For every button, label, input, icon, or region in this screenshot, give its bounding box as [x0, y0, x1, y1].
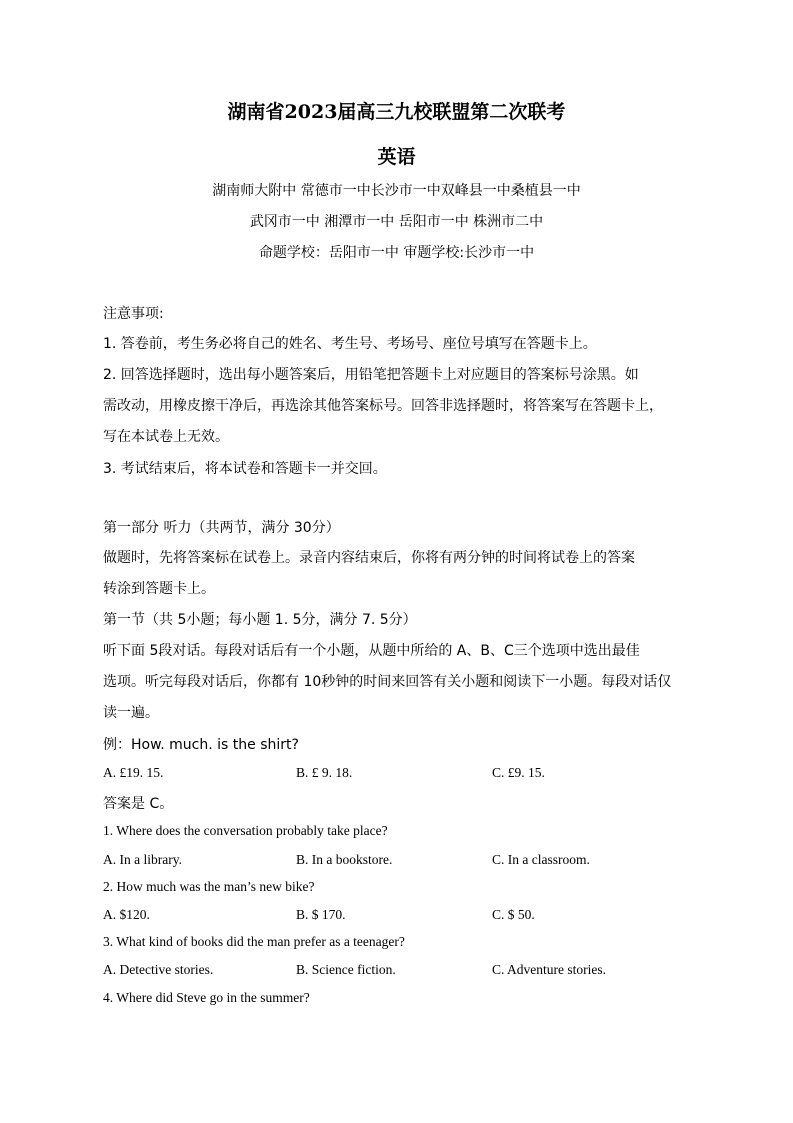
subject-title: 英语: [377, 146, 416, 168]
section1-line-2: 选项。听完每段对话后，你都有 10秒钟的时间来回答有关小题和阅读下一小题。每段对话仅: [103, 674, 672, 690]
question-2-option-c: C. $ 50.: [492, 907, 535, 922]
question-1: 1. Where does the conversation probably take place?: [103, 823, 388, 838]
schools-line-1: 湖南师大附中 常德市一中长沙市一中双峰县一中桑植县一中: [212, 183, 581, 199]
example-option-b: B. £ 9. 18.: [296, 765, 353, 780]
notice-item-3: 3. 考试结束后，将本试卷和答题卡一并交回。: [103, 461, 387, 477]
exam-title: 湖南省2023届高三九校联盟第二次联考: [227, 101, 566, 123]
question-3-option-a: A. Detective stories.: [103, 962, 214, 977]
question-1-option-c: C. In a classroom.: [492, 852, 590, 867]
question-2-option-a: A. $120.: [103, 907, 150, 922]
section1-heading: 第一节（共 5小题；每小题 1. 5分，满分 7. 5分）: [103, 612, 417, 628]
question-3-option-b: B. Science fiction.: [296, 962, 396, 977]
notice-item-1: 1. 答卷前，考生务必将自己的姓名、考生号、考场号、座位号填写在答题卡上。: [103, 336, 597, 352]
notice-item-2-line-1: 2. 回答选择题时，选出每小题答案后，用铅笔把答题卡上对应题目的答案标号涂黑。如: [103, 367, 639, 383]
question-3: 3. What kind of books did the man prefer as a teenager?: [103, 934, 405, 949]
notice-heading: 注意事项:: [103, 306, 164, 322]
question-1-option-a: A. In a library.: [103, 852, 182, 867]
question-4: 4. Where did Steve go in the summer?: [103, 990, 310, 1005]
notice-item-2-line-2: 需改动，用橡皮擦干净后，再选涂其他答案标号。回答非选择题时，将答案写在答题卡上，: [103, 398, 663, 414]
example-option-c: C. £9. 15.: [492, 765, 545, 780]
part1-heading: 第一部分 听力（共两节，满分 30分）: [103, 520, 340, 536]
example-option-a: A. £19. 15.: [103, 765, 164, 780]
schools-line-2: 武冈市一中 湘潭市一中 岳阳市一中 株洲市二中: [249, 214, 544, 230]
part1-intro-line-2: 转涂到答题卡上。: [103, 581, 215, 597]
part1-intro-line-1: 做题时，先将答案标在试卷上。录音内容结束后，你将有两分钟的时间将试卷上的答案: [103, 550, 635, 566]
example-answer: 答案是 C。: [103, 796, 174, 812]
schools-line-3: 命题学校：岳阳市一中 审题学校:长沙市一中: [258, 245, 535, 261]
notice-item-2-line-3: 写在本试卷上无效。: [103, 429, 229, 445]
question-2: 2. How much was the man’s new bike?: [103, 879, 315, 894]
section1-line-1: 听下面 5段对话。每段对话后有一个小题，从题中所给的 A、B、C三个选项中选出最佳: [103, 643, 640, 659]
question-2-option-b: B. $ 170.: [296, 907, 346, 922]
question-1-option-b: B. In a bookstore.: [296, 852, 393, 867]
section1-line-3: 读一遍。: [103, 705, 159, 721]
question-3-option-c: C. Adventure stories.: [492, 962, 606, 977]
example-question: 例：How. much. is the shirt?: [103, 737, 299, 753]
